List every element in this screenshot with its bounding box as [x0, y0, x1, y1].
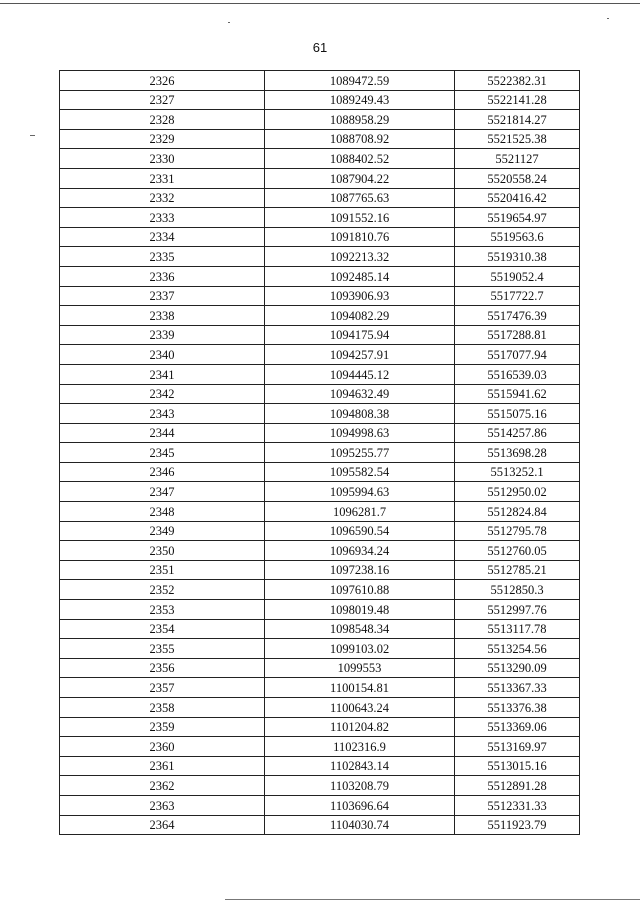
table-row — [60, 286, 580, 306]
point-number-cell: 2341 — [60, 364, 265, 384]
point-number-cell: 2337 — [60, 286, 265, 306]
table-row — [60, 423, 580, 443]
x-coordinate-cell: 1103696.64 — [265, 795, 455, 815]
table-row — [60, 129, 580, 149]
y-coordinate-cell: 5514257.86 — [455, 423, 580, 443]
y-coordinate-cell: 5512997.76 — [455, 600, 580, 620]
point-number-cell: 2357 — [60, 678, 265, 698]
point-number-cell: 2332 — [60, 188, 265, 208]
x-coordinate-cell: 1095994.63 — [265, 482, 455, 502]
y-coordinate-cell: 5517077.94 — [455, 345, 580, 365]
x-coordinate-cell: 1094082.29 — [265, 306, 455, 326]
table-row — [60, 502, 580, 522]
point-number-cell: 2326 — [60, 71, 265, 91]
point-number-cell: 2362 — [60, 776, 265, 796]
point-number-cell: 2355 — [60, 639, 265, 659]
y-coordinate-cell: 5512891.28 — [455, 776, 580, 796]
y-coordinate-cell: 5512760.05 — [455, 541, 580, 561]
x-coordinate-cell: 1094632.49 — [265, 384, 455, 404]
point-number-cell: 2356 — [60, 658, 265, 678]
x-coordinate-cell: 1088708.92 — [265, 129, 455, 149]
table-row — [60, 325, 580, 345]
table-row — [60, 580, 580, 600]
y-coordinate-cell: 5511923.79 — [455, 815, 580, 835]
point-number-cell: 2353 — [60, 600, 265, 620]
x-coordinate-cell: 1088402.52 — [265, 149, 455, 169]
point-number-cell: 2330 — [60, 149, 265, 169]
x-coordinate-cell: 1097238.16 — [265, 560, 455, 580]
x-coordinate-cell: 1096281.7 — [265, 502, 455, 522]
x-coordinate-cell: 1091810.76 — [265, 227, 455, 247]
y-coordinate-cell: 5516539.03 — [455, 364, 580, 384]
y-coordinate-cell: 5522382.31 — [455, 71, 580, 91]
point-number-cell: 2351 — [60, 560, 265, 580]
y-coordinate-cell: 5521525.38 — [455, 129, 580, 149]
point-number-cell: 2348 — [60, 502, 265, 522]
y-coordinate-cell: 5519654.97 — [455, 208, 580, 228]
table-row — [60, 345, 580, 365]
y-coordinate-cell: 5513290.09 — [455, 658, 580, 678]
x-coordinate-cell: 1096590.54 — [265, 521, 455, 541]
table-row — [60, 71, 580, 91]
y-coordinate-cell: 5513117.78 — [455, 619, 580, 639]
y-coordinate-cell: 5519310.38 — [455, 247, 580, 267]
x-coordinate-cell: 1094445.12 — [265, 364, 455, 384]
x-coordinate-cell: 1100643.24 — [265, 698, 455, 718]
table-row — [60, 521, 580, 541]
x-coordinate-cell: 1092213.32 — [265, 247, 455, 267]
table-row — [60, 482, 580, 502]
x-coordinate-cell: 1094257.91 — [265, 345, 455, 365]
y-coordinate-cell: 5515075.16 — [455, 404, 580, 424]
x-coordinate-cell: 1094808.38 — [265, 404, 455, 424]
point-number-cell: 2352 — [60, 580, 265, 600]
table-row — [60, 208, 580, 228]
y-coordinate-cell: 5512850.3 — [455, 580, 580, 600]
table-row — [60, 404, 580, 424]
point-number-cell: 2361 — [60, 756, 265, 776]
point-number-cell: 2340 — [60, 345, 265, 365]
y-coordinate-cell: 5522141.28 — [455, 90, 580, 110]
point-number-cell: 2364 — [60, 815, 265, 835]
x-coordinate-cell: 1087765.63 — [265, 188, 455, 208]
y-coordinate-cell: 5520558.24 — [455, 168, 580, 188]
table-row — [60, 90, 580, 110]
point-number-cell: 2327 — [60, 90, 265, 110]
table-row — [60, 737, 580, 757]
x-coordinate-cell: 1092485.14 — [265, 266, 455, 286]
page-number: 61 — [312, 40, 328, 55]
x-coordinate-cell: 1101204.82 — [265, 717, 455, 737]
point-number-cell: 2349 — [60, 521, 265, 541]
table-row — [60, 560, 580, 580]
x-coordinate-cell: 1094998.63 — [265, 423, 455, 443]
table-row — [60, 462, 580, 482]
x-coordinate-cell: 1098019.48 — [265, 600, 455, 620]
point-number-cell: 2338 — [60, 306, 265, 326]
x-coordinate-cell: 1098548.34 — [265, 619, 455, 639]
point-number-cell: 2354 — [60, 619, 265, 639]
y-coordinate-cell: 5512785.21 — [455, 560, 580, 580]
x-coordinate-cell: 1099103.02 — [265, 639, 455, 659]
table-row — [60, 756, 580, 776]
y-coordinate-cell: 5517288.81 — [455, 325, 580, 345]
x-coordinate-cell: 1093906.93 — [265, 286, 455, 306]
y-coordinate-cell: 5515941.62 — [455, 384, 580, 404]
point-number-cell: 2343 — [60, 404, 265, 424]
x-coordinate-cell: 1102843.14 — [265, 756, 455, 776]
point-number-cell: 2333 — [60, 208, 265, 228]
table-row — [60, 698, 580, 718]
y-coordinate-cell: 5520416.42 — [455, 188, 580, 208]
table-row — [60, 188, 580, 208]
x-coordinate-cell: 1088958.29 — [265, 110, 455, 130]
y-coordinate-cell: 5517722.7 — [455, 286, 580, 306]
y-coordinate-cell: 5517476.39 — [455, 306, 580, 326]
x-coordinate-cell: 1099553 — [265, 658, 455, 678]
y-coordinate-cell: 5521814.27 — [455, 110, 580, 130]
y-coordinate-cell: 5512824.84 — [455, 502, 580, 522]
table-row — [60, 168, 580, 188]
table-row — [60, 678, 580, 698]
x-coordinate-cell: 1089249.43 — [265, 90, 455, 110]
x-coordinate-cell: 1096934.24 — [265, 541, 455, 561]
point-number-cell: 2328 — [60, 110, 265, 130]
x-coordinate-cell: 1089472.59 — [265, 71, 455, 91]
table-row — [60, 227, 580, 247]
table-row — [60, 776, 580, 796]
table-row — [60, 384, 580, 404]
table-row — [60, 815, 580, 835]
table-row — [60, 541, 580, 561]
point-number-cell: 2329 — [60, 129, 265, 149]
table-row — [60, 717, 580, 737]
x-coordinate-cell: 1104030.74 — [265, 815, 455, 835]
x-coordinate-cell: 1087904.22 — [265, 168, 455, 188]
point-number-cell: 2344 — [60, 423, 265, 443]
table-row — [60, 443, 580, 463]
point-number-cell: 2331 — [60, 168, 265, 188]
y-coordinate-cell: 5513254.56 — [455, 639, 580, 659]
x-coordinate-cell: 1094175.94 — [265, 325, 455, 345]
table-row — [60, 658, 580, 678]
point-number-cell: 2335 — [60, 247, 265, 267]
y-coordinate-cell: 5519052.4 — [455, 266, 580, 286]
y-coordinate-cell: 5513376.38 — [455, 698, 580, 718]
y-coordinate-cell: 5513369.06 — [455, 717, 580, 737]
table-row — [60, 149, 580, 169]
table-row — [60, 639, 580, 659]
scan-speck — [30, 135, 35, 136]
table-row — [60, 266, 580, 286]
point-number-cell: 2363 — [60, 795, 265, 815]
y-coordinate-cell: 5513252.1 — [455, 462, 580, 482]
point-number-cell: 2346 — [60, 462, 265, 482]
coordinates-table-body — [60, 71, 580, 835]
x-coordinate-cell: 1095582.54 — [265, 462, 455, 482]
table-row — [60, 795, 580, 815]
y-coordinate-cell: 5513698.28 — [455, 443, 580, 463]
y-coordinate-cell: 5519563.6 — [455, 227, 580, 247]
table-row — [60, 110, 580, 130]
bottom-edge-line — [225, 899, 640, 900]
scan-speck — [228, 22, 230, 23]
x-coordinate-cell: 1100154.81 — [265, 678, 455, 698]
x-coordinate-cell: 1102316.9 — [265, 737, 455, 757]
table-row — [60, 247, 580, 267]
y-coordinate-cell: 5513367.33 — [455, 678, 580, 698]
y-coordinate-cell: 5521127 — [455, 149, 580, 169]
y-coordinate-cell: 5512795.78 — [455, 521, 580, 541]
coordinates-table — [59, 70, 580, 835]
table-row — [60, 600, 580, 620]
point-number-cell: 2336 — [60, 266, 265, 286]
y-coordinate-cell: 5513015.16 — [455, 756, 580, 776]
x-coordinate-cell: 1091552.16 — [265, 208, 455, 228]
point-number-cell: 2347 — [60, 482, 265, 502]
x-coordinate-cell: 1103208.79 — [265, 776, 455, 796]
point-number-cell: 2358 — [60, 698, 265, 718]
table-row — [60, 364, 580, 384]
x-coordinate-cell: 1095255.77 — [265, 443, 455, 463]
top-edge-line — [0, 3, 640, 4]
point-number-cell: 2342 — [60, 384, 265, 404]
point-number-cell: 2360 — [60, 737, 265, 757]
scan-speck — [607, 18, 609, 19]
y-coordinate-cell: 5512331.33 — [455, 795, 580, 815]
point-number-cell: 2359 — [60, 717, 265, 737]
table-row — [60, 306, 580, 326]
point-number-cell: 2350 — [60, 541, 265, 561]
table-row — [60, 619, 580, 639]
y-coordinate-cell: 5512950.02 — [455, 482, 580, 502]
point-number-cell: 2345 — [60, 443, 265, 463]
point-number-cell: 2339 — [60, 325, 265, 345]
point-number-cell: 2334 — [60, 227, 265, 247]
x-coordinate-cell: 1097610.88 — [265, 580, 455, 600]
y-coordinate-cell: 5513169.97 — [455, 737, 580, 757]
